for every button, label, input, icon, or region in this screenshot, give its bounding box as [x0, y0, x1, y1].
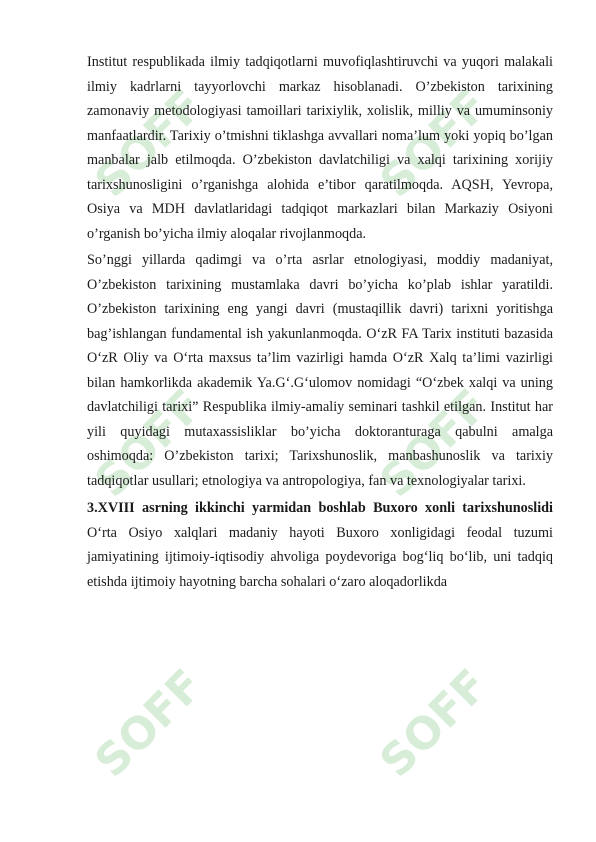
svg-text:SOFF: SOFF — [370, 659, 498, 788]
paragraph-central-asia: O‘rta Osiyo xalqlari madaniy hayoti Buxoro xonligidagi feodal tuzumi jamiyatining ijtimoiy-iqtisodiy ahvoliga poydevoriga bog‘liq bo‘lib, uni tadqiq etishda ijtimoiy hayotning barcha sohalari o‘zaro aloqadorlikda — [87, 524, 553, 590]
watermark-logo — [75, 659, 213, 790]
svg-text:SOFF: SOFF — [370, 79, 498, 208]
watermark-logo — [360, 659, 498, 790]
document-body — [87, 50, 553, 594]
svg-text:SOFF: SOFF — [85, 379, 213, 508]
svg-text:SOFF: SOFF — [370, 379, 498, 508]
paragraph-institute: Institut respublikada ilmiy tadqiqotlarni muvofiqlashtiruvchi va yuqori malakali ilmiy kadrlarni tayyorlovchi markaz hisoblanadi. O’zbekiston tarixining zamonaviy metodologiyasi tamoillari tarixiylik, xolislik, milliy va umuminsoniy manfaatlardir. Tarixiy o’tmishni tiklashga avvallari noma’lum yoki yopiq bo’lgan manbalar jalb etilmoqda. O’zbekiston davlatchiligi va xalqi tarixining xorijiy tarixshunosligini o’rganishga alohida e’tibor qaratilmoqda. AQSH, Yevropa, Osiya va MDH davlatlaridagi tadqiqot markazlari bilan Markaziy Osiyoni o’rganish bo’yicha ilmiy aloqalar rivojlanmoqda. — [87, 54, 553, 242]
svg-text:SOFF: SOFF — [85, 79, 213, 208]
paragraph-recent-years: So’nggi yillarda qadimgi va o’rta asrlar etnologiyasi, moddiy madaniyat, O’zbekiston tarixining mustamlaka davri bo’yicha ko’plab ishlar yaratildi. O’zbekiston tarixining eng yangi davri (mustaqillik davri) tarixni yoritishga bag’ishlangan fundamental ish yakunlanmoqda. O‘zR FA Tarix instituti bazasida O‘zR Oliy va O‘rta maxsus ta’lim vazirligi hamda O‘zR Xalq ta’limi vazirligi bilan hamkorlikda akademik Ya.G‘.G‘ulomov nomidagi “O‘zbek xalqi va uning davlatchiligi tarixi” Respublika ilmiy-amaliy seminari tashkil etilgan. Institut har yili quyidagi mutaxassisliklar bo’yicha doktoranturaga qabulni amalga oshimoqda: O’zbekiston tarixi; Tarixshunoslik, manbashunoslik va tarixiy tadqiqotlar usullari; etnologiya va antropologiya, fan va texnologiyalar tarixi. — [87, 252, 553, 489]
svg-text:SOFF: SOFF — [85, 659, 213, 788]
section-heading: 3.XVIII asrning ikkinchi yarmidan boshlab Buxoro xonli tarixshunoslidi — [87, 500, 553, 516]
